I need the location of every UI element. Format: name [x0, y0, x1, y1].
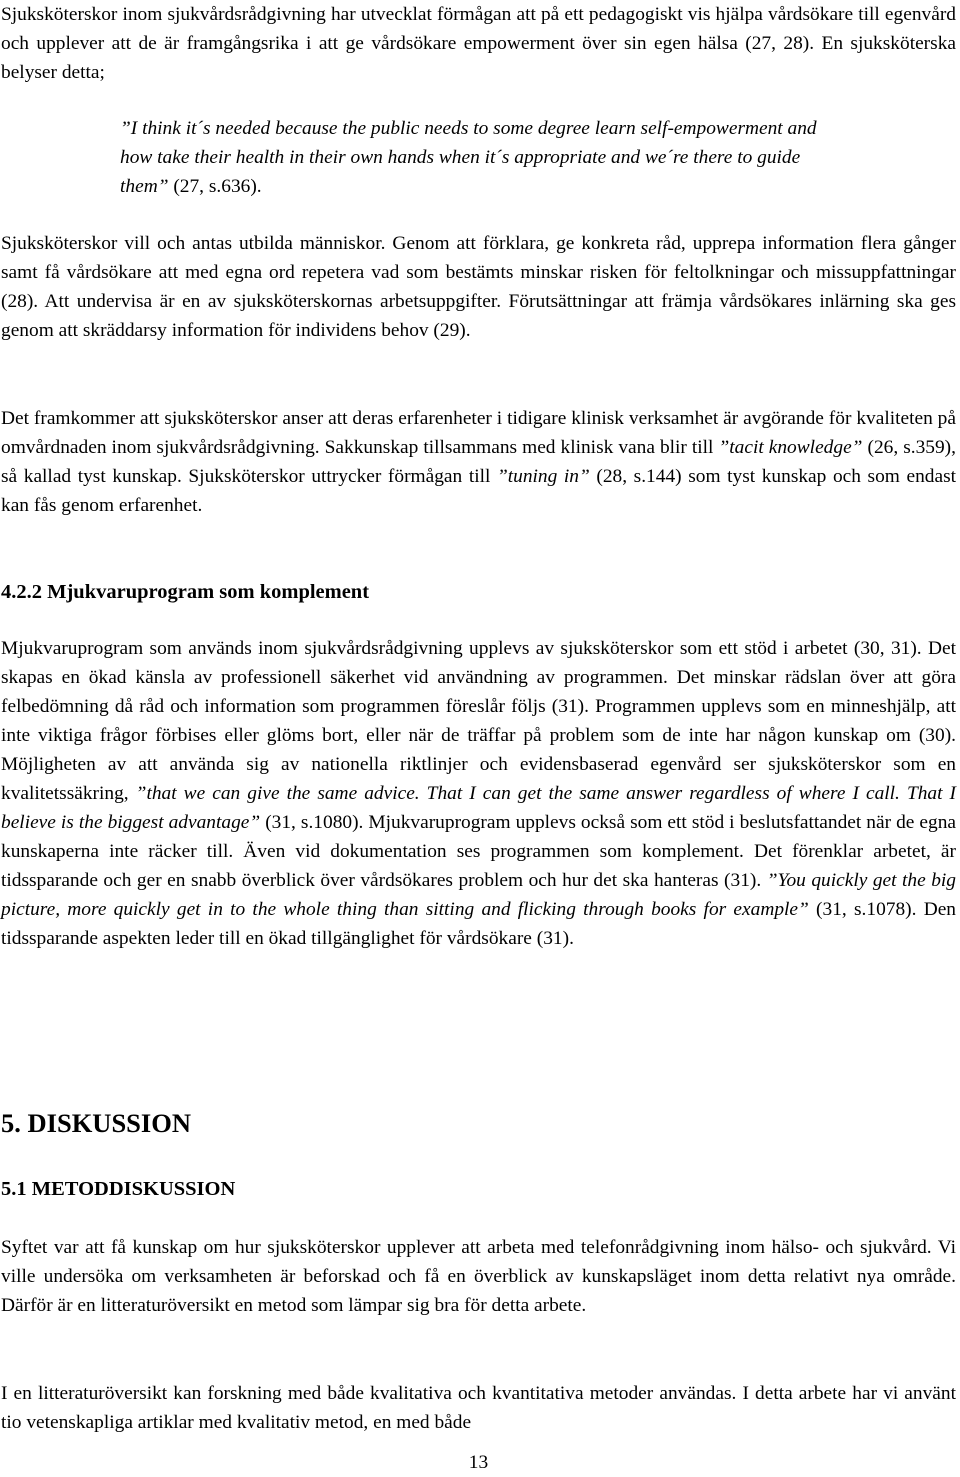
- chapter-heading: 5. DISKUSSION: [1, 1108, 191, 1138]
- paragraph: I en litteraturöversikt kan forskning med både kvalitativa och kvantitativa metoder användas. I detta arbete har vi använt tio vetenskapliga artiklar med kvalitativ metod, en med både: [1, 1383, 956, 1433]
- text-run: (28, s.144) som tyst kunskap och som endast kan fås genom erfarenhet.: [1, 466, 957, 516]
- block-quote: [120, 114, 840, 201]
- paragraph: [1, 634, 956, 953]
- paragraph: Syftet var att få kunskap om hur sjuksköterskor upplever att arbeta med telefonrådgivning inom hälso- och sjukvård. Vi ville undersöka om verksamheten är beforskad och få en överblick av kunskapsläget inom detta relativt nya område. Därför är en litteraturöversikt en metod som lämpar sig bra för detta arbete.: [1, 1237, 956, 1316]
- text-run: Mjukvaruprogram som används inom sjukvårdsrådgivning upplevs av sjuksköterskor som ett stöd i arbetet (30, 31). Det skapas en ökad känsla av professionell säkerhet vid användning av programmen. Det minskar rädslan över att göra felbedömning då råd och information som programmen föreslår följs (31). Programmen upplevs som en minneshjälp, att inte viktiga frågor förbises eller glöms bort, eller när de träffar på problem som de inte har någon kunskap om (30). Möjligheten av att använda sig av nationella riktlinjer och evidensbaserad egenvård ser sjuksköterskor som en kvalitetssäkring,: [1, 638, 956, 804]
- paragraph: Sjuksköterskor vill och antas utbilda människor. Genom att förklara, ge konkreta råd, upprepa information flera gånger samt få vårdsökare att med egna ord repetera vad som bestämts minskar risken för feltolkningar och missuppfattningar (28). Att undervisa är en av sjuksköterskornas arbetsuppgifter. Förutsättningar att främja vårdsökares inlärning ska ges genom att skräddarsy information för individens behov (29).: [1, 233, 956, 341]
- italic-quote: ”that we can give the same advice. That I can get the same answer regardless of where I call. That I believe is the biggest advantage”: [1, 783, 956, 833]
- quote-text: ”I think it´s needed because the public needs to some degree learn self-empowerment and how take their health in their own hands when it´s appropriate and we´re there to guide them”: [120, 118, 817, 197]
- paragraph: [1, 404, 956, 520]
- italic-quote: ”tacit knowledge”: [718, 437, 863, 458]
- section-heading: 5.1 METODDISKUSSION: [1, 1178, 236, 1200]
- italic-quote: ”You quickly get the big picture, more quickly get in to the whole thing than sitting and flicking through books for example”: [1, 870, 956, 920]
- italic-quote: ”tuning in”: [496, 466, 590, 487]
- text-run: Det framkommer att sjuksköterskor anser att deras erfarenheter i tidigare klinisk verksamhet är avgörande för kvaliteten på omvårdnaden inom sjukvårdsrådgivning. Sakkunskap tillsammans med klinisk vana blir till: [1, 408, 956, 458]
- section-heading: 4.2.2 Mjukvaruprogram som komplement: [1, 581, 370, 603]
- text-run: (31, s.1078). Den tidssparande aspekten leder till en ökad tillgänglighet för vårdsökare (31).: [1, 899, 957, 949]
- text-run: (26, s.359), så kallad tyst kunskap. Sjuksköterskor uttrycker förmågan till: [1, 437, 956, 487]
- paragraph: Sjuksköterskor inom sjukvårdsrådgivning har utvecklat förmågan att på ett pedagogiskt vis hjälpa vårdsökare till egenvård och upplever att de är framgångsrika i att ge vårdsökare empowerment över sin egen hälsa (27, 28). En sjuksköterska belyser detta;: [1, 4, 956, 83]
- text-run: (31, s.1080). Mjukvaruprogram upplevs också som ett stöd i beslutsfattandet när de egna kunskaperna inte räcker till. Även vid dokumentation ses programmen som komplement. Det förenklar arbetet, är tidssparande och ger en snabb överblick över vårdsökares problem och hur det ska hanteras (31).: [1, 812, 956, 891]
- quote-reference: (27, s.636).: [168, 176, 262, 197]
- page-number: 13: [468, 1452, 489, 1473]
